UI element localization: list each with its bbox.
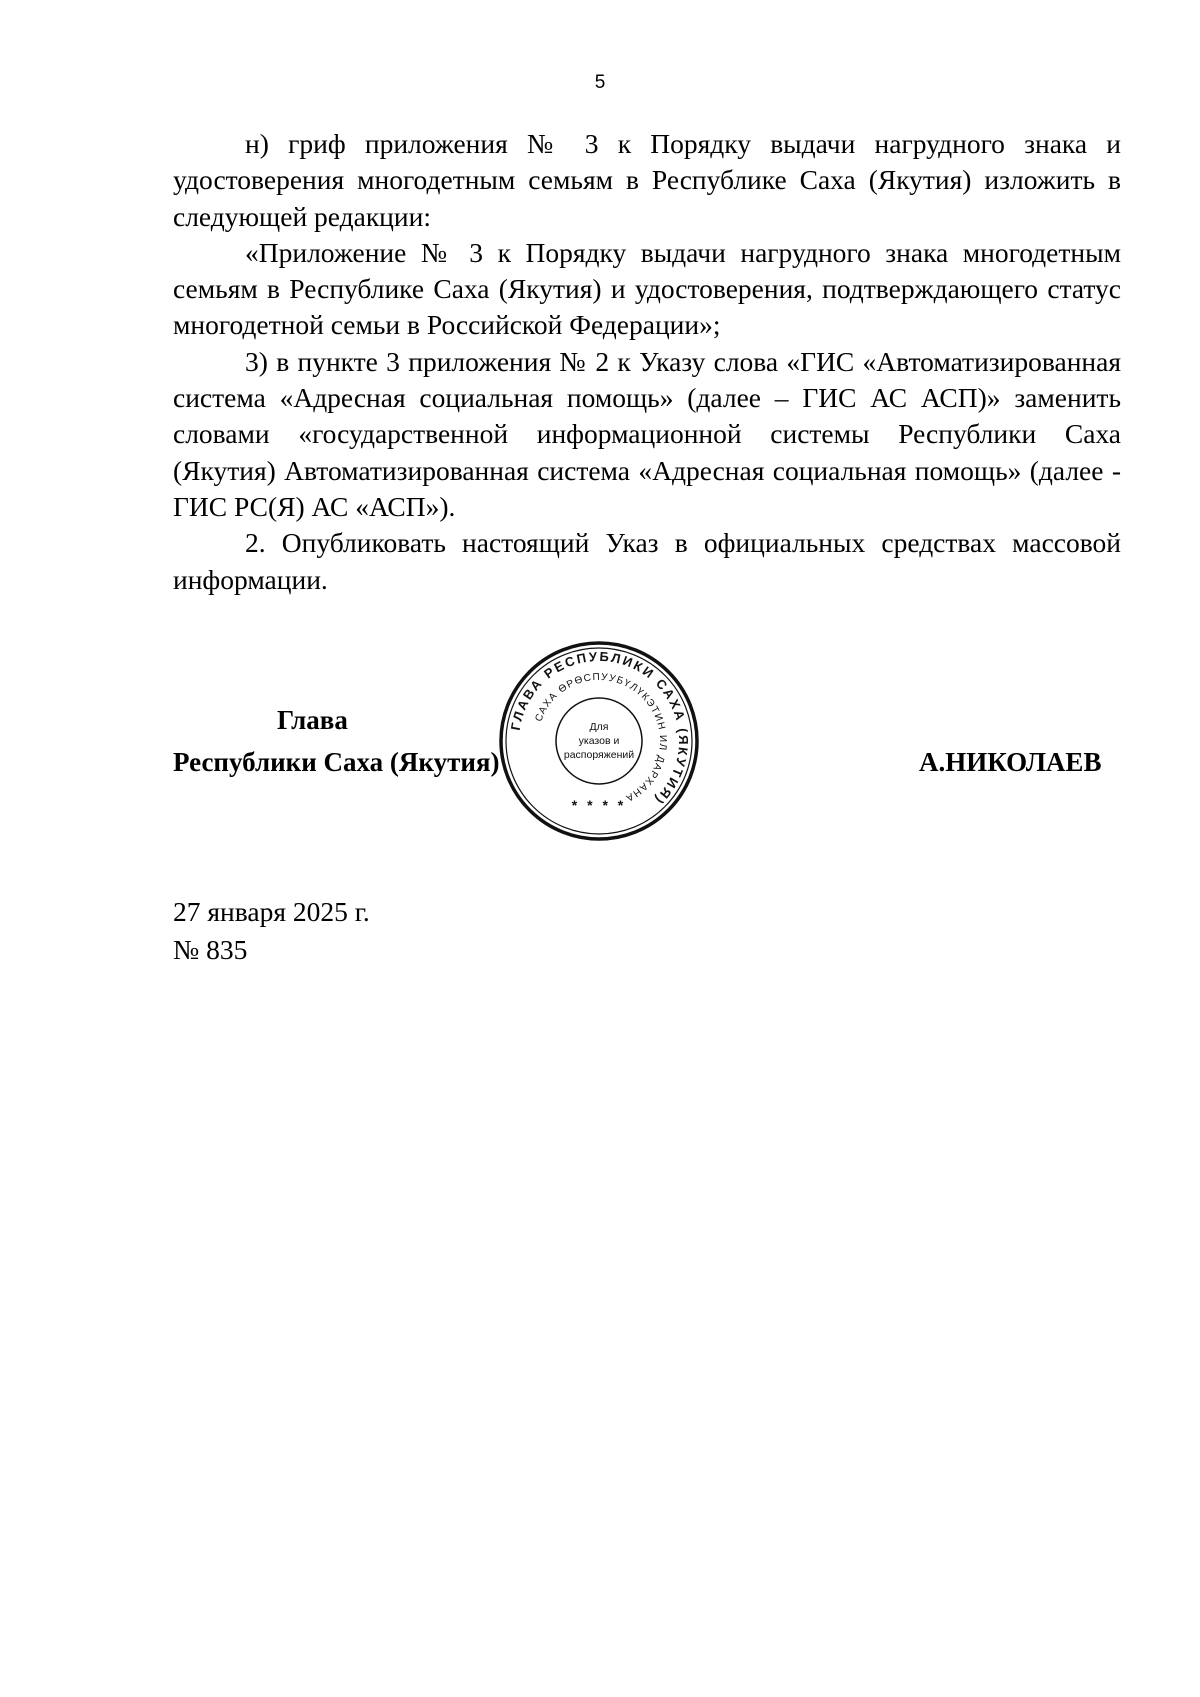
paragraph-appendix-quote: «Приложение № 3 к Порядку выдачи нагрудного знака многодетным семьям в Республике Саха (Якутия) и удостоверения, подтверждающего статус многодетной семьи в Российской Федерации»; <box>173 236 1121 341</box>
paragraph-amendment-n: н) гриф приложения № 3 к Порядку выдачи нагрудного знака и удостоверения многодетным семьям в Республике Саха (Якутия) изложить в следующей редакции: <box>173 128 1121 232</box>
signature-title-line2: Республики Саха (Якутия) <box>173 747 500 777</box>
document-body <box>173 126 1121 598</box>
seal-inner-lettering: САХА ӨРӨСПУУБҮЛҮКЭТИН ИЛ ДАРХАНА <box>533 671 669 804</box>
seal-center-line3: распоряжений <box>563 749 635 761</box>
seal-graphic <box>498 640 700 842</box>
seal-center-line2: указов и <box>578 735 620 747</box>
document-number: № 835 <box>173 934 248 965</box>
signature-name: А.НИКОЛАЕВ <box>919 747 1102 777</box>
signature-title-line1: Глава <box>277 705 348 735</box>
document-date: 27 января 2025 г. <box>173 896 370 927</box>
paragraph-amendment-3: 3) в пункте 3 приложения № 2 к Указу слова «ГИС «Автоматизированная система «Адресная социальная помощь» (далее – ГИС АС АСП)» заменить словами «государственной информационной системы Республики Саха (Якутия) Автоматизированная система «Адресная социальная помощь» (далее - ГИС РС(Я) АС «АСП»). <box>173 345 1121 522</box>
official-seal-stamp <box>498 640 700 842</box>
page-number: 5 <box>594 72 606 93</box>
seal-outer-lettering: ГЛАВА РЕСПУБЛИКИ САХА (ЯКУТИЯ) <box>507 648 692 809</box>
paragraph-publish: 2. Опубликовать настоящий Указ в официальных средствах массовой информации. <box>173 527 1121 595</box>
seal-stars: * * * * <box>571 797 627 813</box>
seal-center-line1: Для <box>589 721 609 733</box>
seal-center-text <box>700 640 701 641</box>
